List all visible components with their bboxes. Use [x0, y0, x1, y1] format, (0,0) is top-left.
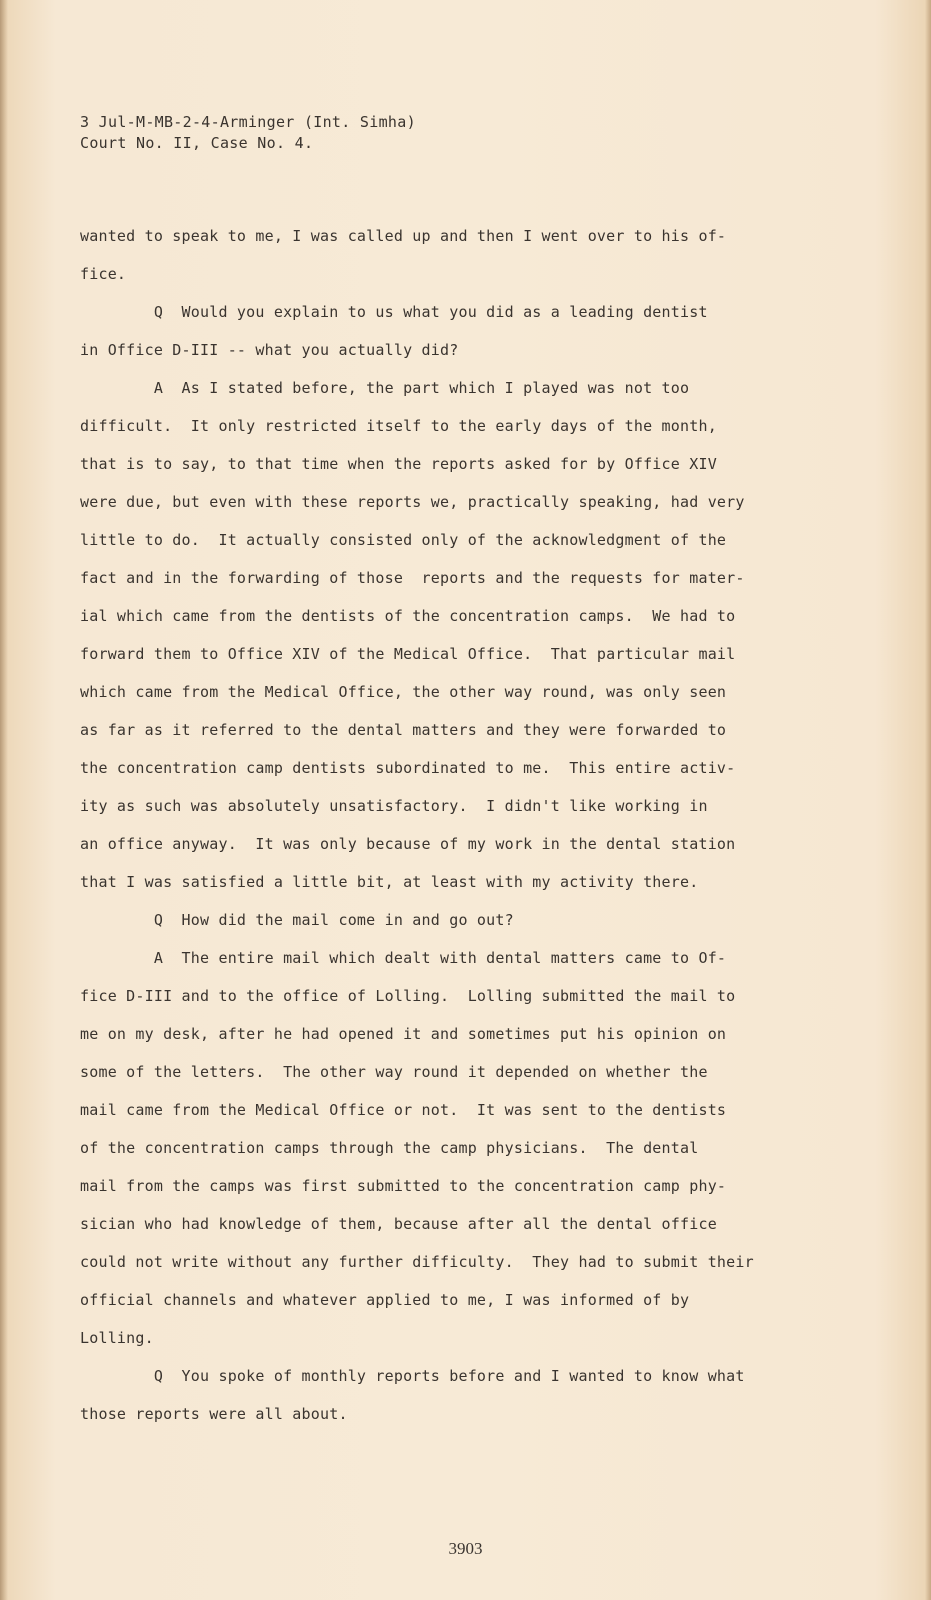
text-line: me on my desk, after he had opened it and sometimes put his opinion on: [80, 1025, 727, 1043]
text-line: difficult. It only restricted itself to the early days of the month,: [80, 417, 717, 435]
text-line: Q Would you explain to us what you did as a leading dentist: [80, 303, 708, 321]
document-header: [80, 112, 416, 154]
text-line: an office anyway. It was only because of my work in the dental station: [80, 835, 736, 853]
text-line: that is to say, to that time when the reports asked for by Office XIV: [80, 455, 717, 473]
text-line: were due, but even with these reports we, practically speaking, had very: [80, 493, 745, 511]
text-line: Lolling.: [80, 1329, 154, 1347]
text-line: fice.: [80, 265, 127, 283]
page-right-edge: [925, 0, 931, 1600]
header-reference-line: 3 Jul-M-MB-2-4-Arminger (Int. Simha): [80, 113, 416, 131]
text-line: mail came from the Medical Office or not. It was sent to the dentists: [80, 1101, 727, 1119]
text-line: Q How did the mail come in and go out?: [80, 911, 514, 929]
text-line: as far as it referred to the dental matters and they were forwarded to: [80, 721, 727, 739]
text-line: which came from the Medical Office, the other way round, was only seen: [80, 683, 727, 701]
text-line: little to do. It actually consisted only of the acknowledgment of the: [80, 531, 727, 549]
text-line: the concentration camp dentists subordinated to me. This entire activ-: [80, 759, 736, 777]
text-line: A The entire mail which dealt with dental matters came to Of-: [80, 949, 727, 967]
text-line: Q You spoke of monthly reports before and I wanted to know what: [80, 1367, 745, 1385]
text-line: ial which came from the dentists of the concentration camps. We had to: [80, 607, 736, 625]
text-line: some of the letters. The other way round it depended on whether the: [80, 1063, 708, 1081]
text-line: mail from the camps was first submitted to the concentration camp phy-: [80, 1177, 727, 1195]
text-line: wanted to speak to me, I was called up and then I went over to his of-: [80, 227, 727, 245]
text-line: fact and in the forwarding of those reports and the requests for mater-: [80, 569, 745, 587]
header-court-case-line: Court No. II, Case No. 4.: [80, 134, 314, 152]
text-line: ity as such was absolutely unsatisfactory. I didn't like working in: [80, 797, 708, 815]
text-line: official channels and whatever applied to me, I was informed of by: [80, 1291, 690, 1309]
text-line: those reports were all about.: [80, 1405, 348, 1423]
text-line: A As I stated before, the part which I played was not too: [80, 379, 690, 397]
page-left-edge: [0, 0, 8, 1600]
text-line: could not write without any further difficulty. They had to submit their: [80, 1253, 754, 1271]
text-line: forward them to Office XIV of the Medical Office. That particular mail: [80, 645, 736, 663]
text-line: of the concentration camps through the camp physicians. The dental: [80, 1139, 699, 1157]
page-number: 3903: [448, 1539, 483, 1558]
text-line: in Office D-III -- what you actually did?: [80, 341, 459, 359]
text-line: that I was satisfied a little bit, at least with my activity there.: [80, 873, 699, 891]
text-line: sician who had knowledge of them, because after all the dental office: [80, 1215, 717, 1233]
text-line: fice D-III and to the office of Lolling. Lolling submitted the mail to: [80, 987, 736, 1005]
transcript-body: [80, 217, 860, 1433]
